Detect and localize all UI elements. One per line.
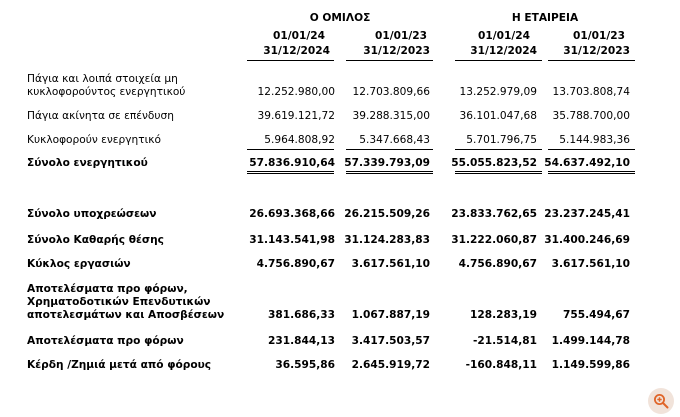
zoom-in-icon <box>653 393 669 409</box>
cell: 13.252.979,09 <box>459 86 537 98</box>
cell: 5.347.668,43 <box>359 134 430 146</box>
cell: 57.339.793,09 <box>344 157 430 169</box>
total-double-line <box>455 171 542 174</box>
period-to-2: 31/12/2023 <box>363 45 430 57</box>
subtotal-line <box>455 149 542 150</box>
cell: 755.494,67 <box>562 309 630 321</box>
cell: 128.283,19 <box>469 309 537 321</box>
subtotal-line <box>247 149 334 150</box>
cell: 381.686,33 <box>267 309 335 321</box>
cell: 57.836.910,64 <box>249 157 335 169</box>
cell: 2.645.919,72 <box>351 359 430 371</box>
cell: 31.400.246,69 <box>544 234 630 246</box>
cell: 55.055.823,52 <box>451 157 537 169</box>
row-label: Αποτελέσματα προ φόρων <box>27 335 184 347</box>
cell: -160.848,11 <box>465 359 537 371</box>
total-double-line <box>548 171 635 174</box>
cell: 4.756.890,67 <box>458 258 537 270</box>
cell: 23.237.245,41 <box>544 208 630 220</box>
header-underline <box>455 60 542 61</box>
cell: 31.124.283,83 <box>344 234 430 246</box>
row-label: Κυκλοφορούν ενεργητικό <box>27 134 161 146</box>
period-to-1: 31/12/2024 <box>263 45 330 57</box>
cell: 36.595,86 <box>275 359 335 371</box>
period-from-3: 01/01/24 <box>478 30 530 42</box>
cell: 26.693.368,66 <box>249 208 335 220</box>
group-header: Ο ΟΜΙΛΟΣ <box>309 12 371 24</box>
period-to-3: 31/12/2024 <box>470 45 537 57</box>
period-to-4: 31/12/2023 <box>563 45 630 57</box>
header-underline <box>346 60 433 61</box>
row-label: Πάγια και λοιπά στοιχεία μη κυκλοφορούντος ενεργητικού <box>27 73 186 98</box>
cell: 1.499.144,78 <box>551 335 630 347</box>
row-label: Πάγια ακίνητα σε επένδυση <box>27 110 174 122</box>
row-label: Κύκλος εργασιών <box>27 258 131 270</box>
total-double-line <box>346 171 433 174</box>
cell: 5.964.808,92 <box>264 134 335 146</box>
cell: 39.619.121,72 <box>257 110 335 122</box>
cell: 5.701.796,75 <box>466 134 537 146</box>
cell: 26.215.509,26 <box>344 208 430 220</box>
cell: 35.788.700,00 <box>552 110 630 122</box>
cell: 54.637.492,10 <box>544 157 630 169</box>
period-from-4: 01/01/23 <box>573 30 625 42</box>
header-underline <box>247 60 334 61</box>
cell: 31.143.541,98 <box>249 234 335 246</box>
cell: 1.149.599,86 <box>551 359 630 371</box>
company-header: Η ΕΤΑΙΡΕΙΑ <box>511 12 579 24</box>
cell: 3.417.503,57 <box>351 335 430 347</box>
zoom-in-button[interactable] <box>648 388 674 414</box>
cell: 12.252.980,00 <box>257 86 335 98</box>
subtotal-line <box>548 149 635 150</box>
cell: 231.844,13 <box>267 335 335 347</box>
row-label: Σύνολο υποχρεώσεων <box>27 208 157 220</box>
cell: 39.288.315,00 <box>352 110 430 122</box>
row-label: Αποτελέσματα προ φόρων, Χρηματοδοτικών Επενδυτικών αποτελεσμάτων και Αποσβέσεων <box>27 283 225 321</box>
period-from-1: 01/01/24 <box>273 30 325 42</box>
cell: 4.756.890,67 <box>256 258 335 270</box>
total-double-line <box>247 171 334 174</box>
cell: 3.617.561,10 <box>551 258 630 270</box>
header-underline <box>548 60 635 61</box>
cell: 13.703.808,74 <box>552 86 630 98</box>
row-label: Σύνολο ενεργητικού <box>27 157 148 169</box>
cell: 5.144.983,36 <box>559 134 630 146</box>
cell: 1.067.887,19 <box>351 309 430 321</box>
cell: 12.703.809,66 <box>352 86 430 98</box>
cell: 36.101.047,68 <box>459 110 537 122</box>
cell: 23.833.762,65 <box>451 208 537 220</box>
period-from-2: 01/01/23 <box>375 30 427 42</box>
row-label: Σύνολο Καθαρής θέσης <box>27 234 164 246</box>
cell: -21.514,81 <box>472 335 537 347</box>
row-label: Κέρδη /Ζημιά μετά από φόρους <box>27 359 212 371</box>
subtotal-line <box>346 149 433 150</box>
cell: 31.222.060,87 <box>451 234 537 246</box>
cell: 3.617.561,10 <box>351 258 430 270</box>
